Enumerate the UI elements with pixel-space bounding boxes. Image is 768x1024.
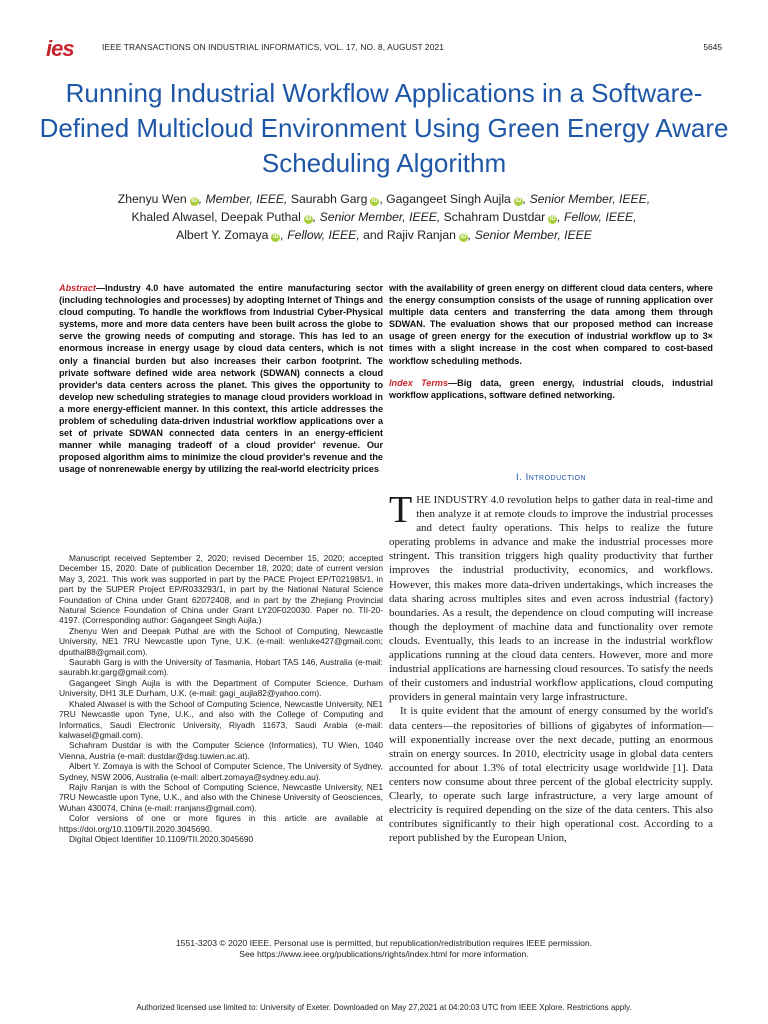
- orcid-icon[interactable]: iD: [272, 234, 279, 240]
- license-notice: Authorized licensed use limited to: University of Exeter. Downloaded on May 27,2021 at 04:20:03 UTC from IEEE Xplore. Restrictions apply.: [136, 1003, 632, 1012]
- ies-logo: ies: [46, 36, 74, 61]
- footnotes: [59, 553, 383, 844]
- footnote: Digital Object Identifier 10.1109/TII.2020.3045690: [69, 833, 254, 844]
- rights-link-line: See https://www.ieee.org/publications/rights/index.html for more information.: [239, 949, 529, 959]
- paper-title: Running Industrial Workflow Applications in a Software-Defined Multicloud Environment Using Green Energy Aware Scheduling Algorithm: [39, 78, 729, 178]
- abstract-text-left: —Industry 4.0 have automated the entire manufacturing sector (including technologies and processes) by adopting Internet of Things and cloud computing. To handle the workflows from Industrial Cyber-Physical systems, more and more data centers have been built across the globe to serve the growing needs of computing and storage. This has led to an enormous increase in energy usage by cloud data centers, which is not only a financial burden but also increases their carbon footprint. The private software defined wide area network (SDWAN) connects a cloud provider's data centers across the planet. This gives the opportunity to develop new scheduling strategies to manage cloud providers workload in a more energy-efficient manner. In this context, this article addresses the problem of scheduling data-driven industrial workflow applications over a set of private SDWAN connected data centers in an energy-efficient manner while managing tradeoff of a cloud provider' revenue. Our proposed algorithm aims to minimize the cloud provider's revenue and the usage of nonrenewable energy by utilizing the real-world electricity prices: [59, 283, 383, 475]
- orcid-icon[interactable]: iD: [305, 216, 312, 222]
- orcid-icon[interactable]: iD: [515, 198, 522, 204]
- footnote: Manuscript received September 2, 2020; revised December 15, 2020; accepted December 15, 2020. Date of publication December 18, 2020; date of current version May 3, 2021. This work was supported in part by the PACE Project EP/T021985/1, in part by the SUPER Project EP/R033293/1, in part by the National Natural Science Foundation of China under Grant 62072408, and in part by the Zhejiang Provincial Natural Science Foundation of China under Grant LY20F020030. Paper no. TII-20-4197. (Corresponding author: Gagangeet Singh Aujla.): [59, 553, 383, 626]
- author-role: , Fellow, IEEE,: [280, 228, 360, 242]
- footnote: Saurabh Garg is with the University of Tasmania, Hobart TAS 146, Australia (e-mail: saurabh.kr.garg@gmail.com).: [59, 657, 383, 678]
- page-number: 5645: [703, 42, 722, 52]
- author-name: Schahram Dustdar: [443, 210, 546, 224]
- author-name: Saurabh Garg: [290, 192, 368, 206]
- footnote: Rajiv Ranjan is with the School of Computing Science, Newcastle University, NE1 7RU Newcastle upon Tyne, U.K., and also with the Chinese University of Geosciences, Wuhan 430074, China (e-mail: rranjans@gmail.com).: [59, 781, 383, 813]
- footnote: Gagangeet Singh Aujla is with the Department of Computer Science, Durham University, DH1 3LE Durham, U.K. (e-mail: gagi_aujla82@yahoo.com).: [59, 677, 383, 699]
- author-role: , Senior Member, IEEE,: [522, 192, 651, 206]
- author-list: [40, 190, 728, 244]
- orcid-icon[interactable]: iD: [191, 198, 198, 204]
- author-name: Khaled Alwasel, Deepak Puthal: [131, 210, 301, 224]
- introduction-body: [389, 489, 713, 845]
- author-role: , Member, IEEE,: [198, 192, 288, 206]
- copyright-notice: [0, 938, 768, 960]
- footnote: Color versions of one or more figures in this article are available at https://doi.org/10.1109/TII.2020.3045690.: [59, 813, 383, 834]
- abstract: [59, 282, 383, 476]
- footnote: Zhenyu Wen and Deepak Puthal are with the School of Computing, Newcastle University, NE1 7RU Newcastle upon Tyne, U.K. (e-mail: wenluke427@gmail.com; dputhal88@gmail.com).: [59, 625, 383, 657]
- author-role: , Senior Member, IEEE: [467, 228, 592, 242]
- section-number: I.: [516, 472, 523, 483]
- abstract-left-column: [59, 282, 383, 476]
- abstract-continued: with the availability of green energy on different cloud data centers, where the energy consumption consists of the usage of running application over multiple data centers and transferring the data among them through SDWAN. The evaluation shows that our proposed method can increase usage of green energy for the execution of industrial workflow up to 3× times with a slight increase in the cost when compared to cost-based workflow scheduling methods.: [389, 283, 713, 366]
- paragraph-text: 4.0 revolution helps to gather data in real-time and then analyze it at remote clouds to improve the industrial processes and detect faulty operations. This helps to realize the future operating problems in advance and make the industrial processes more stringent. This transition triggers high quality productivity that further improves the industrial productivity, economics, and workflows. However, this makes more data-driven undertakings, which increases the data sharing across multiples sites and even across industrial (factory) boundaries. As a result, the dependence on cloud computing will increase though the deployment of machine data and functionality over remote clouds. Eventually, this leads to an increase in the industrial workflow applications running at the cloud data centers. However, more and more industrial applications are harnessing cloud resources. To satisfy the needs of their customers and industrial workflow applications, cloud computing providers in general maintain very large infrastructure.: [389, 494, 713, 704]
- abstract-label: Abstract: [59, 283, 96, 293]
- author-role: ,: [379, 192, 383, 206]
- journal-name: IEEE TRANSACTIONS ON INDUSTRIAL INFORMATICS, VOL. 17, NO. 8, AUGUST 2021: [102, 42, 444, 52]
- author-name: and Rajiv Ranjan: [363, 228, 456, 242]
- author-name: Gagangeet Singh Aujla: [386, 192, 511, 206]
- orcid-icon[interactable]: iD: [549, 216, 556, 222]
- author-role: , Senior Member, IEEE,: [312, 210, 441, 224]
- orcid-icon[interactable]: iD: [371, 198, 378, 204]
- index-terms-label: Index Terms: [389, 377, 449, 388]
- footnote: Albert Y. Zomaya is with the School of Computer Science, The University of Sydney, Sydney, NSW 2006, Australia (e-mail: albert.zomaya@sydney.edu.au).: [59, 761, 383, 782]
- abstract-right-column: [389, 282, 713, 401]
- body-paragraph: It is quite evident that the amount of energy consumed by the world's data centers—the repositories of billions of gigabytes of information—will exponentially increase over the next decade, putting an enormous strain on energy sources. In 2010, electricity usage in global data centers accounted for about 1.3% of total electricity usage worldwide [1]. Data centers now consume about three percent of the global electricity supply. Clearly, to operate such large infrastructure, a very large amount of electricity is required depending on the size of the data centers. This also contributes significantly to their high operational cost. According to a report published by the European Union,: [389, 705, 713, 845]
- section-title: Introduction: [525, 472, 586, 483]
- author-name: Zhenyu Wen: [117, 192, 187, 206]
- author-role: , Fellow, IEEE,: [557, 210, 637, 224]
- section-heading: [389, 472, 713, 483]
- body-paragraph: [389, 489, 713, 704]
- footnote: Schahram Dustdar is with the Computer Science (Informatics), TU Wien, 1040 Vienna, Austria (e-mail: dustdar@dsg.tuwien.ac.at).: [59, 740, 383, 761]
- drop-cap: T: [389, 489, 413, 531]
- footnote: Khaled Alwasel is with the School of Computing Science, Newcastle University, NE1 7RU Newcastle upon Tyne, U.K., and also with the College of Computing and Informatics, Saudi Electronic University, Riyadh 11673, Saudi Arabia (e-mail: kalwasel@gmail.com).: [59, 698, 383, 740]
- copyright-line: 1551-3203 © 2020 IEEE. Personal use is permitted, but republication/redistribution requires IEEE permission.: [175, 938, 593, 948]
- author-name: Albert Y. Zomaya: [176, 228, 269, 242]
- first-word: HE INDUSTRY: [416, 494, 488, 506]
- index-terms: [389, 377, 713, 401]
- index-terms-text: —Big data, green energy, industrial clouds, industrial workflow applications, software defined networking.: [389, 377, 713, 400]
- orcid-icon[interactable]: iD: [460, 234, 467, 240]
- running-header: [46, 38, 722, 60]
